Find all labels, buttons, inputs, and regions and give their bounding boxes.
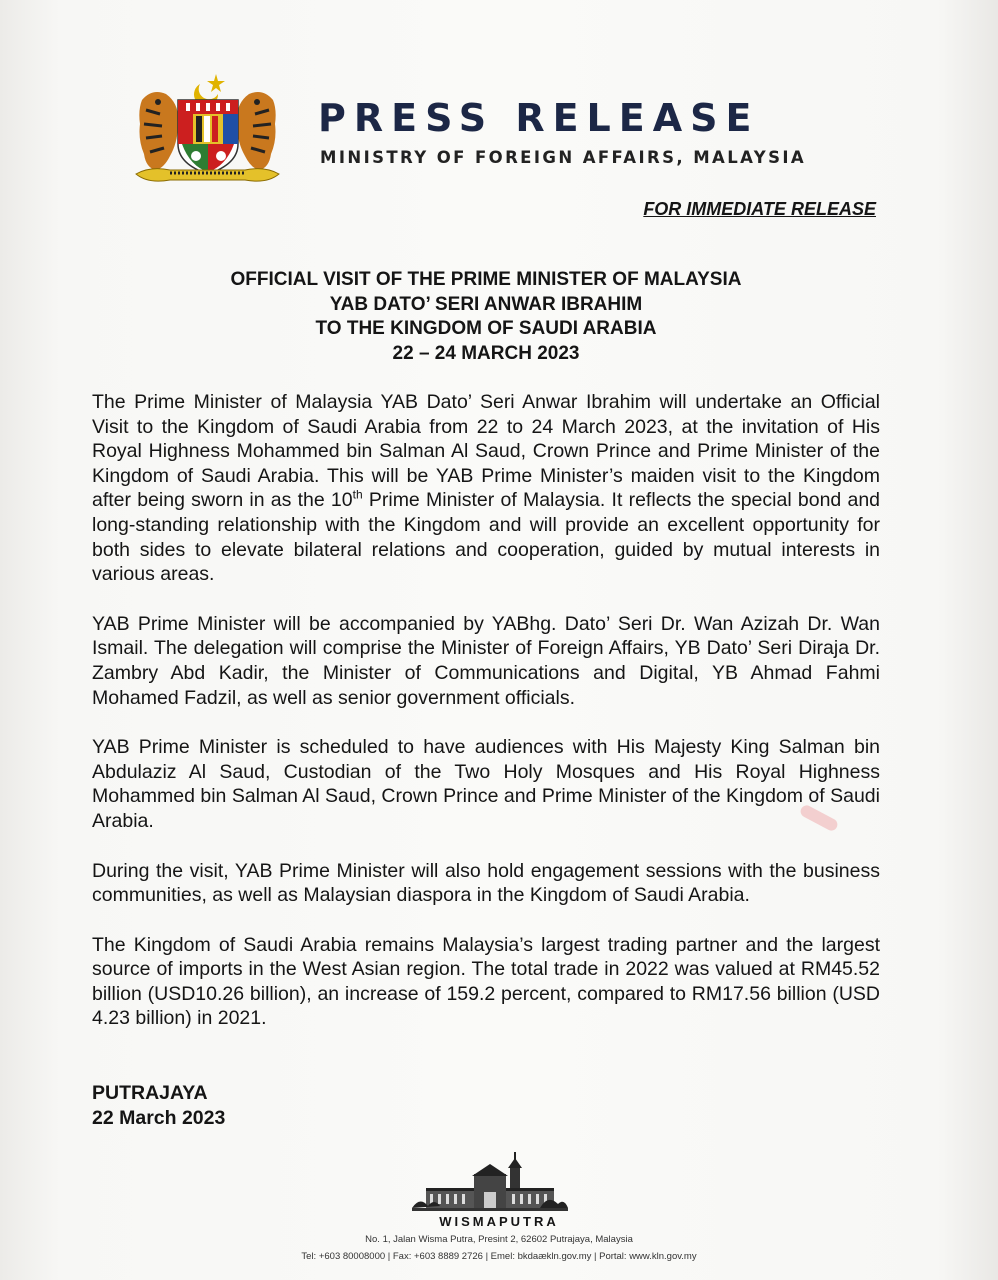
malaysia-coat-of-arms-icon: [130, 70, 285, 195]
body-text: [92, 390, 880, 1056]
paragraph: The Prime Minister of Malaysia YAB Dato’ Seri Anwar Ibrahim will undertake an Official Visit to the Kingdom of Saudi Arabia from 22 to 24 March 2023, at the invitation of His Royal Highness Mohammed bin Salman Al Saud, Crown Prince and Prime Minister of the Kingdom of Saudi Arabia. This will be YAB Prime Minister’s maiden visit to the Kingdom after being sworn in as the 10th Prime Minister of Malaysia. It reflects the special bond and long-standing relationship with the Kingdom and will provide an excellent opportunity for both sides to elevate bilateral relations and cooperation, guided by mutual interests in various areas.: [92, 391, 881, 586]
ministry-name: MINISTRY OF FOREIGN AFFAIRS, MALAYSIA: [320, 148, 807, 167]
footer-contact: Tel: +603 80008000 | Fax: +603 8889 2726 | Emel: bkdaækln.gov.my | Portal: www.kln.gov.my: [301, 1251, 697, 1262]
headline-date: 22 – 24 MARCH 2023: [392, 342, 580, 364]
headline-line: OFFICIAL VISIT OF THE PRIME MINISTER OF MALAYSIA: [230, 269, 742, 290]
signoff-date: 22 March 2023: [92, 1106, 226, 1129]
paragraph: The Kingdom of Saudi Arabia remains Malaysia’s largest trading partner and the largest source of imports in the West Asian region. The total trade in 2022 was valued at RM45.52 billion (USD10.26 billion), an increase of 159.2 percent, compared to RM17.56 billion (USD 4.23 billion) in 2021.: [92, 933, 880, 1030]
press-release-title: PRESS RELEASE: [318, 96, 760, 140]
paragraph: YAB Prime Minister is scheduled to have audiences with His Majesty King Salman bin Abdulaziz Al Saud, Custodian of the Two Holy Mosques and His Royal Highness Mohammed bin Salman Al Saud, Crown Prince and Prime Minister of the Kingdom of Saudi Arabia.: [92, 736, 880, 832]
footer-name: WISMAPUTRA: [439, 1214, 559, 1229]
footer-address: No. 1, Jalan Wisma Putra, Presint 2, 62602 Putrajaya, Malaysia: [365, 1234, 633, 1245]
wisma-putra-building-icon: [412, 1152, 568, 1214]
headline-line: YAB DATO’ SERI ANWAR IBRAHIM: [329, 293, 643, 315]
release-tag: FOR IMMEDIATE RELEASE: [643, 199, 876, 219]
signoff: [92, 1081, 225, 1130]
headline: [92, 268, 880, 366]
headline-line: TO THE KINGDOM OF SAUDI ARABIA: [315, 318, 657, 339]
signoff-place: PUTRAJAYA: [92, 1082, 208, 1104]
paragraph: YAB Prime Minister will be accompanied by YABhg. Dato’ Seri Dr. Wan Azizah Dr. Wan Ismail. The delegation will comprise the Minister of Foreign Affairs, YB Dato’ Seri Diraja Dr. Zambry Abd Kadir, the Minister of Communications and Digital, YB Ahmad Fahmi Mohamed Fadzil, as well as senior government officials.: [92, 612, 880, 709]
paragraph: During the visit, YAB Prime Minister will also hold engagement sessions with the business communities, as well as Malaysian diaspora in the Kingdom of Saudi Arabia.: [92, 859, 880, 907]
